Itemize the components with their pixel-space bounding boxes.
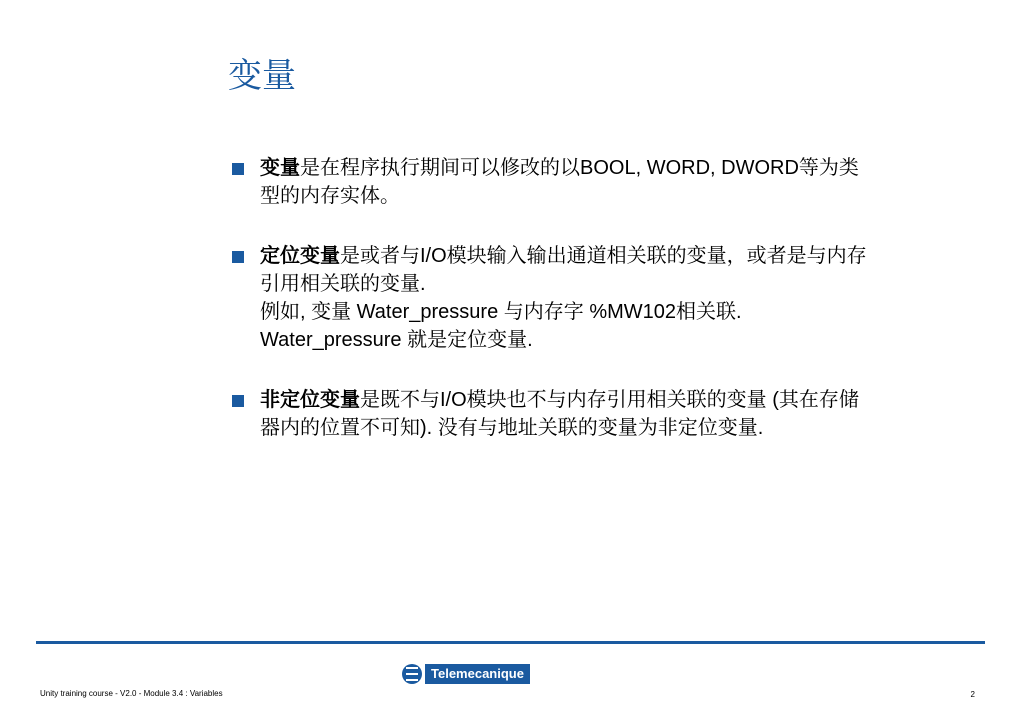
bullet-text: 是或者与I/O模块输入输出通道相关联的变量，或者是与内存 bbox=[340, 245, 867, 267]
bullet-line: 引用相关联的变量. bbox=[260, 273, 426, 295]
bullet-item-located-variable bbox=[232, 242, 982, 354]
bullet-line: 例如, 变量 Water_pressure 与内存字 %MW102相关联. bbox=[260, 301, 742, 323]
telemecanique-logo bbox=[402, 663, 530, 685]
bullet-line bbox=[260, 154, 982, 182]
bullet-term: 变量 bbox=[260, 157, 300, 179]
bullet-line bbox=[260, 242, 982, 270]
bullet-text: 是在程序执行期间可以修改的以BOOL, WORD, DWORD等为类 bbox=[300, 157, 859, 179]
bullet-item-unlocated-variable bbox=[232, 386, 982, 442]
telemecanique-logo-icon bbox=[402, 664, 422, 684]
bullet-text: 是既不与I/O模块也不与内存引用相关联的变量 (其在存储 bbox=[360, 389, 859, 411]
bullet-line: 器内的位置不可知). 没有与地址关联的变量为非定位变量. bbox=[260, 417, 764, 439]
bullet-term: 非定位变量 bbox=[260, 389, 360, 411]
bullet-term: 定位变量 bbox=[260, 245, 340, 267]
footer-course-info: Unity training course - V2.0 - Module 3.4 : Variables bbox=[40, 689, 223, 698]
bullet-line bbox=[260, 386, 982, 414]
footer-divider bbox=[36, 641, 985, 644]
bullet-list bbox=[232, 154, 982, 442]
bullet-item-variable bbox=[232, 154, 982, 210]
bullet-line: 型的内存实体。 bbox=[260, 185, 400, 207]
page-number: 2 bbox=[970, 690, 975, 699]
square-bullet-icon bbox=[232, 251, 244, 263]
square-bullet-icon bbox=[232, 395, 244, 407]
slide-title: 变量 bbox=[228, 57, 296, 95]
bullet-line: Water_pressure 就是定位变量. bbox=[260, 329, 533, 351]
logo-text: Telemecanique bbox=[425, 664, 530, 684]
square-bullet-icon bbox=[232, 163, 244, 175]
